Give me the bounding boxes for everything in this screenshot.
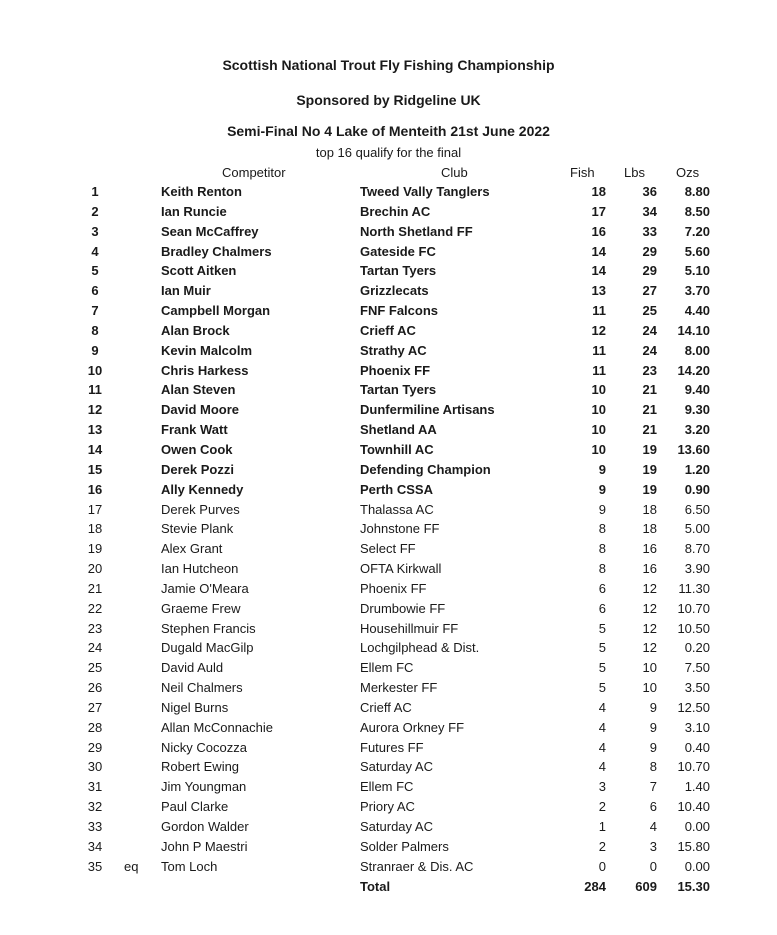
table-row [0,460,777,480]
club-name: Thalassa AC [360,501,434,517]
competitor-name: Ally Kennedy [161,481,244,497]
competitor-name: Jim Youngman [161,779,247,795]
weight-ozs: 0.20 [684,640,710,656]
position-cell: 10 [87,362,103,378]
weight-ozs: 0.00 [684,858,710,874]
club-name: Ellem FC [360,779,414,795]
table-row [0,301,777,321]
position-cell: 33 [87,819,103,834]
competitor-name: Alex Grant [161,541,223,557]
competitor-name: David Moore [161,402,240,418]
table-row [0,638,777,658]
position-cell: 26 [87,680,103,696]
table-row [0,698,777,718]
club-name: Ellem FC [360,660,414,676]
weight-lbs: 34 [642,203,657,219]
fish-count: 16 [591,223,606,239]
fish-count: 4 [598,699,606,715]
weight-lbs: 10 [642,680,657,696]
competitor-name: Scott Aitken [161,263,237,279]
fish-count: 5 [598,660,606,676]
table-row [0,817,777,837]
position-cell: 14 [87,441,103,457]
tie-marker: eq [124,858,139,874]
weight-ozs: 13.60 [677,441,710,457]
weight-lbs: 8 [649,759,657,775]
table-row [0,658,777,678]
fish-count: 13 [591,283,606,299]
competitor-name: Robert Ewing [161,759,240,775]
competitor-name: Dugald MacGilp [161,640,254,656]
club-name: Futures FF [360,739,424,755]
weight-ozs: 1.20 [684,461,710,477]
weight-lbs: 9 [649,739,657,755]
club-name: Crieff AC [360,699,412,715]
weight-ozs: 15.80 [677,838,710,854]
position-cell: 7 [91,303,99,319]
header-competitor: Competitor [222,165,286,180]
competitor-name: Owen Cook [161,441,233,457]
position-cell: 4 [91,243,99,259]
position-cell: 13 [87,422,103,438]
weight-lbs: 21 [642,382,657,398]
weight-lbs: 10 [642,660,657,676]
competitor-name: Ian Hutcheon [161,561,239,577]
table-row [0,678,777,698]
weight-lbs: 12 [642,600,657,616]
weight-lbs: 4 [649,819,657,834]
fish-count: 3 [598,779,606,795]
competitor-name: Paul Clarke [161,799,229,815]
weight-lbs: 16 [642,541,657,557]
club-name: Lochgilphead & Dist. [360,640,480,656]
weight-lbs: 36 [642,184,657,199]
table-row [0,857,777,877]
competitor-name: Jamie O'Meara [161,580,249,596]
table-row [0,619,777,639]
competitor-name: Campbell Morgan [161,303,271,319]
competitor-name: Nigel Burns [161,699,229,715]
club-name: Johnstone FF [360,521,440,537]
fish-count: 12 [591,322,606,338]
competitor-name: Tom Loch [161,858,218,874]
table-row [0,261,777,281]
weight-ozs: 3.50 [684,680,710,696]
weight-ozs: 0.00 [684,819,710,834]
position-cell: 18 [87,521,103,537]
club-name: Defending Champion [360,461,491,477]
fish-count: 10 [591,402,606,418]
club-name: Townhill AC [360,441,434,457]
position-cell: 29 [87,739,103,755]
position-cell: 6 [91,283,99,299]
sponsor-line: Sponsored by Ridgeline UK [296,92,481,108]
club-name: Aurora Orkney FF [360,719,465,735]
table-row [0,281,777,301]
table-row [0,222,777,242]
weight-lbs: 33 [642,223,657,239]
fish-count: 10 [591,382,606,398]
position-cell: 16 [87,481,103,497]
weight-ozs: 7.20 [684,223,710,239]
competitor-name: Derek Purves [161,501,240,517]
club-name: Phoenix FF [360,362,431,378]
total-ozs: 15.30 [677,879,710,894]
fish-count: 6 [598,580,606,596]
club-name: Merkester FF [360,680,438,696]
club-name: Saturday AC [360,819,433,834]
position-cell: 25 [87,660,103,676]
weight-ozs: 0.90 [684,481,710,497]
fish-count: 4 [598,719,606,735]
weight-lbs: 16 [642,561,657,577]
weight-ozs: 5.10 [684,263,710,279]
position-cell: 24 [87,640,103,656]
weight-ozs: 10.50 [677,620,710,636]
position-cell: 8 [91,322,99,338]
position-cell: 27 [87,699,103,715]
weight-ozs: 8.00 [684,342,710,358]
weight-lbs: 18 [642,501,657,517]
table-row [0,242,777,262]
competitor-name: Gordon Walder [161,819,249,834]
table-row [0,519,777,539]
position-cell: 34 [87,838,103,854]
club-name: Perth CSSA [360,481,433,497]
position-cell: 19 [87,541,103,557]
position-cell: 22 [87,600,103,616]
qualification-note: top 16 qualify for the final [315,145,462,160]
club-name: FNF Falcons [360,303,439,319]
position-cell: 5 [91,263,99,279]
club-name: Solder Palmers [360,838,449,854]
club-name: Tartan Tyers [360,382,437,398]
weight-ozs: 8.80 [684,184,710,199]
fish-count: 2 [598,838,606,854]
table-row [0,182,777,202]
table-row [0,400,777,420]
weight-lbs: 24 [642,342,657,358]
weight-ozs: 12.50 [677,699,710,715]
position-cell: 28 [87,719,103,735]
competitor-name: Kevin Malcolm [161,342,253,358]
competitor-name: Alan Steven [161,382,236,398]
table-row [0,500,777,520]
weight-ozs: 3.70 [684,283,710,299]
weight-ozs: 10.40 [677,799,710,815]
table-row [0,579,777,599]
club-name: Tweed Vally Tanglers [360,184,490,199]
position-cell: 12 [87,402,103,418]
weight-lbs: 12 [642,620,657,636]
club-name: Priory AC [360,799,415,815]
weight-ozs: 9.40 [684,382,710,398]
table-row [0,539,777,559]
fish-count: 11 [592,362,606,378]
weight-ozs: 5.60 [684,243,710,259]
competitor-name: Graeme Frew [161,600,241,616]
position-cell: 31 [87,779,103,795]
header-club: Club [441,165,468,180]
weight-ozs: 3.90 [684,561,710,577]
table-row [0,420,777,440]
total-lbs: 609 [635,879,657,894]
weight-lbs: 12 [642,640,657,656]
table-row [0,718,777,738]
weight-ozs: 14.10 [677,322,710,338]
table-row [0,797,777,817]
position-cell: 17 [87,501,103,517]
position-cell: 23 [87,620,103,636]
fish-count: 11 [592,342,606,358]
weight-lbs: 7 [649,779,657,795]
table-row [0,757,777,777]
competitor-name: Neil Chalmers [161,680,243,696]
fish-count: 5 [598,680,606,696]
fish-count: 10 [591,422,606,438]
position-cell: 35 [87,858,103,874]
weight-ozs: 5.00 [684,521,710,537]
fish-count: 9 [598,461,606,477]
table-row [0,837,777,857]
club-name: OFTA Kirkwall [360,561,442,577]
weight-ozs: 11.30 [678,580,710,596]
weight-lbs: 0 [649,858,657,874]
weight-ozs: 9.30 [684,402,710,418]
position-cell: 21 [87,580,103,596]
competitor-name: Derek Pozzi [161,461,234,477]
club-name: Strathy AC [360,342,427,358]
total-label: Total [360,879,391,894]
weight-ozs: 7.50 [684,660,710,676]
table-row [0,380,777,400]
fish-count: 4 [598,759,606,775]
fish-count: 18 [591,184,606,199]
table-row [0,559,777,579]
position-cell: 32 [87,799,103,815]
competitor-name: John P Maestri [161,838,248,854]
table-row [0,738,777,758]
club-name: Shetland AA [360,422,437,438]
table-row [0,202,777,222]
competitor-name: Stevie Plank [161,521,234,537]
weight-ozs: 1.40 [684,779,710,795]
championship-title: Scottish National Trout Fly Fishing Championship [222,57,555,73]
weight-lbs: 9 [649,719,657,735]
table-row [0,321,777,341]
fish-count: 10 [591,441,606,457]
club-name: Select FF [360,541,416,557]
weight-ozs: 6.50 [684,501,710,517]
club-name: Dunfermiline Artisans [360,402,495,418]
weight-ozs: 3.20 [684,422,710,438]
total-fish: 284 [584,879,606,894]
weight-ozs: 8.70 [684,541,710,557]
competitor-name: Ian Runcie [161,203,227,219]
fish-count: 0 [598,858,606,874]
weight-lbs: 21 [642,402,657,418]
header-ozs: Ozs [676,165,700,180]
fish-count: 17 [591,203,606,219]
weight-lbs: 23 [642,362,657,378]
club-name: Househillmuir FF [360,620,459,636]
position-cell: 30 [87,759,103,775]
weight-ozs: 10.70 [677,759,710,775]
competitor-name: Bradley Chalmers [161,243,272,259]
weight-lbs: 6 [649,799,657,815]
club-name: Gateside FC [360,243,436,259]
club-name: Phoenix FF [360,580,427,596]
club-name: Stranraer & Dis. AC [360,858,474,874]
fish-count: 2 [598,799,606,815]
fish-count: 14 [591,263,606,279]
weight-lbs: 12 [642,580,657,596]
position-cell: 15 [87,461,103,477]
competitor-name: Allan McConnachie [161,719,274,735]
table-row [0,440,777,460]
club-name: Drumbowie FF [360,600,446,616]
table-row [0,599,777,619]
fish-count: 14 [591,243,606,259]
competitor-name: Keith Renton [161,184,242,199]
club-name: North Shetland FF [360,223,473,239]
table-row [0,480,777,500]
fish-count: 6 [598,600,606,616]
weight-ozs: 8.50 [684,203,710,219]
total-row [0,877,777,897]
table-row [0,361,777,381]
competitor-name: Chris Harkess [161,362,249,378]
weight-lbs: 19 [642,461,657,477]
fish-count: 9 [598,501,606,517]
fish-count: 8 [598,561,606,577]
position-cell: 1 [91,184,99,199]
results-table [0,182,777,877]
position-cell: 20 [87,561,103,577]
competitor-name: Sean McCaffrey [161,223,259,239]
fish-count: 8 [598,521,606,537]
fish-count: 4 [598,739,606,755]
fish-count: 9 [598,481,606,497]
weight-ozs: 3.10 [684,719,710,735]
header-lbs: Lbs [624,165,645,180]
club-name: Grizzlecats [360,283,429,299]
fish-count: 11 [592,303,606,319]
fish-count: 1 [598,819,606,834]
weight-lbs: 21 [642,422,657,438]
position-cell: 9 [91,342,99,358]
competitor-name: Alan Brock [161,322,230,338]
position-cell: 3 [91,223,99,239]
weight-lbs: 19 [642,441,657,457]
competitor-name: Ian Muir [161,283,211,299]
fish-count: 5 [598,640,606,656]
fish-count: 8 [598,541,606,557]
weight-ozs: 0.40 [684,739,710,755]
club-name: Saturday AC [360,759,433,775]
weight-ozs: 10.70 [677,600,710,616]
weight-lbs: 24 [642,322,657,338]
weight-lbs: 29 [642,243,657,259]
weight-ozs: 14.20 [677,362,710,378]
weight-lbs: 18 [642,521,657,537]
table-row [0,777,777,797]
club-name: Tartan Tyers [360,263,437,279]
club-name: Brechin AC [360,203,431,219]
event-title: Semi-Final No 4 Lake of Menteith 21st June 2022 [227,123,550,139]
weight-lbs: 3 [649,838,657,854]
competitor-name: Nicky Cocozza [161,739,247,755]
weight-lbs: 25 [642,303,657,319]
competitor-name: Stephen Francis [161,620,256,636]
weight-lbs: 27 [642,283,657,299]
club-name: Crieff AC [360,322,416,338]
weight-lbs: 19 [642,481,657,497]
table-row [0,341,777,361]
weight-ozs: 4.40 [684,303,710,319]
competitor-name: Frank Watt [161,422,228,438]
header-fish: Fish [570,165,595,180]
position-cell: 2 [91,203,99,219]
weight-lbs: 9 [649,699,657,715]
fish-count: 5 [598,620,606,636]
position-cell: 11 [88,382,102,398]
weight-lbs: 29 [642,263,657,279]
competitor-name: David Auld [161,660,224,676]
